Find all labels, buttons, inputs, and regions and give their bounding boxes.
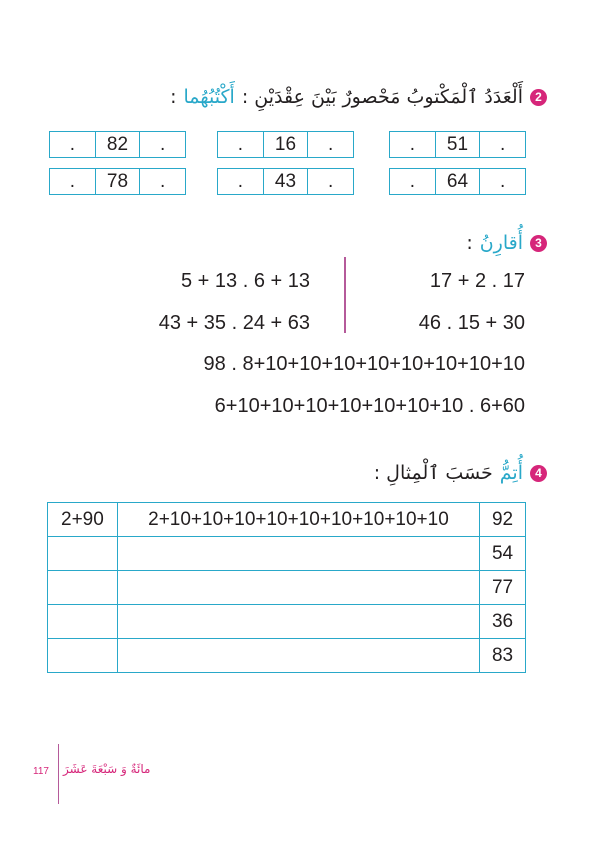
section-4-heading xyxy=(374,462,547,484)
expanded-form-cell[interactable] xyxy=(117,605,479,639)
short-form-cell: 2+90 xyxy=(48,503,118,537)
comparison-row[interactable]: 98 . 8+10+10+10+10+10+10+10+10 xyxy=(203,353,525,375)
section-2-colon: : xyxy=(170,86,177,108)
short-form-cell[interactable] xyxy=(48,605,118,639)
section-2-heading xyxy=(170,86,547,108)
tens-after-blank[interactable]: . xyxy=(160,133,166,155)
table-row xyxy=(48,605,526,639)
short-form-cell[interactable] xyxy=(48,571,118,605)
table-row xyxy=(48,537,526,571)
section-3-heading xyxy=(466,232,547,254)
tens-after-blank[interactable]: . xyxy=(500,133,506,155)
comparison-row[interactable]: 6+10+10+10+10+10+10+10 . 6+60 xyxy=(214,395,525,417)
box-number: 43 xyxy=(263,169,309,194)
box-number: 78 xyxy=(95,169,141,194)
table-row xyxy=(48,639,526,673)
expanded-form-cell: 2+10+10+10+10+10+10+10+10+10 xyxy=(117,503,479,537)
section-number-badge: 4 xyxy=(530,465,547,482)
comparison-row[interactable]: 17 + 2 . 17 xyxy=(429,270,525,292)
tens-before-blank[interactable]: . xyxy=(237,170,243,192)
section-3-colon: : xyxy=(466,232,473,254)
section-2-highlight: أَكْتُبُهُما xyxy=(183,86,235,108)
table-row xyxy=(48,571,526,605)
comparison-divider xyxy=(344,257,346,333)
box-number: 16 xyxy=(263,132,309,157)
section-number-badge: 3 xyxy=(530,235,547,252)
number-cell: 83 xyxy=(480,639,526,673)
number-box-16 xyxy=(217,131,354,158)
page-number: 117 xyxy=(33,766,49,777)
number-box-82 xyxy=(49,131,186,158)
footer-divider xyxy=(58,744,59,804)
number-box-64 xyxy=(389,168,526,195)
expanded-form-cell[interactable] xyxy=(117,639,479,673)
tens-after-blank[interactable]: . xyxy=(160,170,166,192)
section-4-title: أُتِمُّ xyxy=(499,462,523,484)
comparison-row[interactable]: 43 + 35 . 24 + 63 xyxy=(158,312,310,334)
section-number-badge: 2 xyxy=(530,89,547,106)
number-cell: 36 xyxy=(480,605,526,639)
tens-before-blank[interactable]: . xyxy=(69,133,75,155)
comparison-row[interactable]: 5 + 13 . 6 + 13 xyxy=(181,270,310,292)
number-cell: 92 xyxy=(480,503,526,537)
tens-before-blank[interactable]: . xyxy=(409,170,415,192)
number-cell: 77 xyxy=(480,571,526,605)
section-3-title: أُقارِنُ xyxy=(479,232,523,254)
number-cell: 54 xyxy=(480,537,526,571)
number-box-51 xyxy=(389,131,526,158)
box-number: 82 xyxy=(95,132,141,157)
expanded-form-cell[interactable] xyxy=(117,537,479,571)
tens-before-blank[interactable]: . xyxy=(409,133,415,155)
number-box-43 xyxy=(217,168,354,195)
tens-before-blank[interactable]: . xyxy=(69,170,75,192)
section-2-instruction: أَلْعَدَدُ ٱلْمَكْتوبُ مَحْصورٌ بَيْنَ عِقْدَيْنِ : xyxy=(241,86,523,108)
expanded-form-cell[interactable] xyxy=(117,571,479,605)
box-number: 51 xyxy=(435,132,481,157)
page-number-words: مائَةٌ وَ سَبْعَةَ عَشَرَ xyxy=(63,762,151,776)
section-4-title-rest: حَسَبَ ٱلْمِثالِ : xyxy=(373,462,493,484)
table-row xyxy=(48,503,526,537)
number-box-78 xyxy=(49,168,186,195)
tens-after-blank[interactable]: . xyxy=(328,133,334,155)
short-form-cell[interactable] xyxy=(48,537,118,571)
tens-after-blank[interactable]: . xyxy=(328,170,334,192)
tens-before-blank[interactable]: . xyxy=(237,133,243,155)
comparison-row[interactable]: 46 . 15 + 30 xyxy=(418,312,525,334)
short-form-cell[interactable] xyxy=(48,639,118,673)
tens-after-blank[interactable]: . xyxy=(500,170,506,192)
decomposition-table xyxy=(47,502,526,673)
box-number: 64 xyxy=(435,169,481,194)
